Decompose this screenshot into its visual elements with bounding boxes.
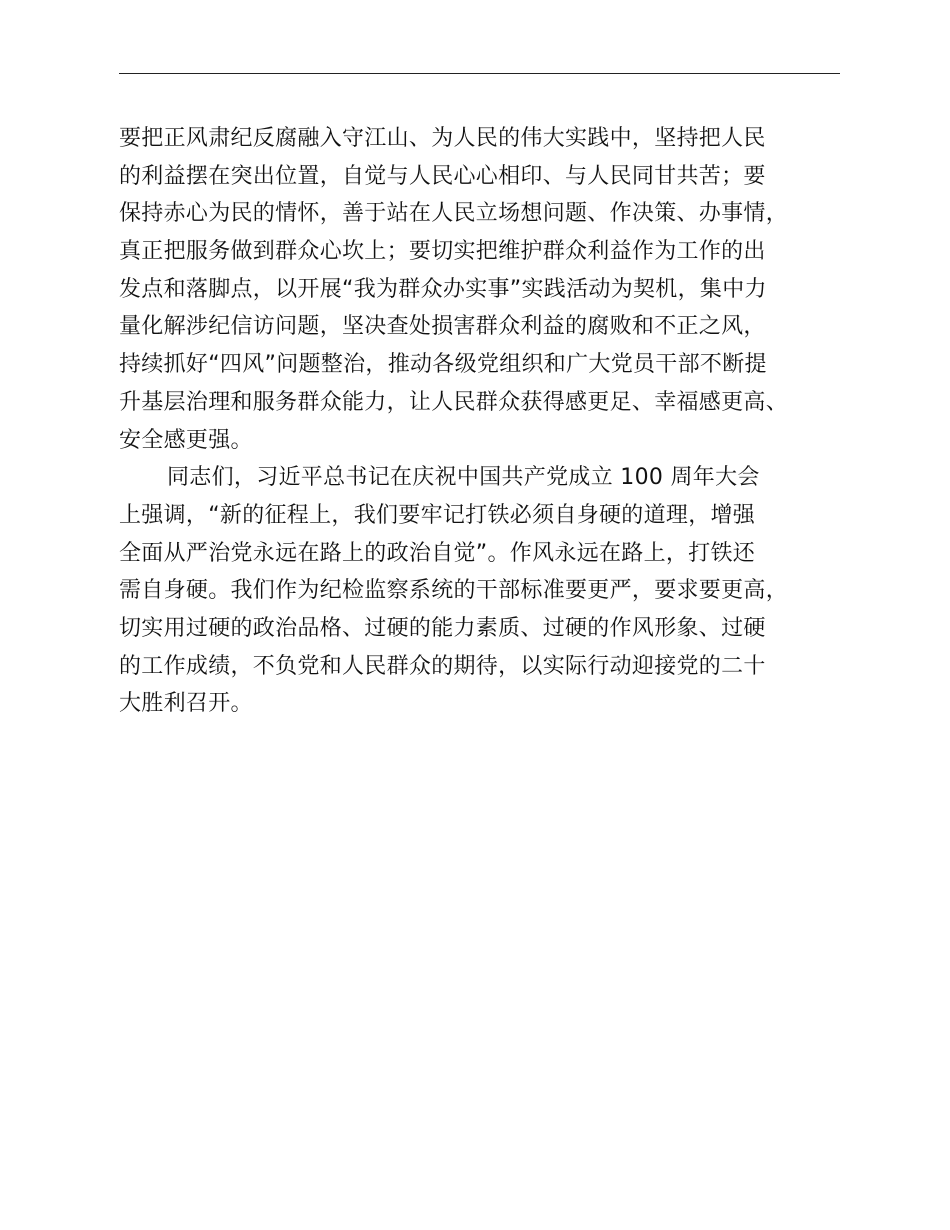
text-line: 大胜利召开。	[119, 691, 253, 717]
text-line: 保持赤心为民的情怀，善于站在人民立场想问题、作决策、办事情，	[119, 201, 789, 227]
text-line: 发点和落脚点，以开展“我为群众办实事”实践活动为契机，集中力	[119, 276, 767, 302]
text-line: 量化解涉纪信访问题，坚决查处损害群众利益的腐败和不正之风，	[119, 314, 766, 340]
text-line: 的工作成绩，不负党和人民群众的期待，以实际行动迎接党的二十	[119, 653, 766, 679]
text-line: 切实用过硬的政治品格、过硬的能力素质、过硬的作风形象、过硬	[119, 615, 766, 641]
text-line: 要把正风肃纪反腐融入守江山、为人民的伟大实践中，坚持把人民	[119, 126, 766, 151]
text-line: 上强调，“新的征程上，我们要牢记打铁必须自身硬的道理，增强	[119, 502, 756, 528]
text-line: 全面从严治党永远在路上的政治自觉”。作风永远在路上，打铁还	[119, 540, 756, 566]
text-line: 安全感更强。	[119, 427, 253, 453]
document-body	[119, 120, 859, 723]
text-line: 的利益摆在突出位置，自觉与人民心心相印、与人民同甘共苦；要	[119, 163, 766, 189]
paragraph-2	[119, 459, 859, 723]
text-line: 同志们，习近平总书记在庆祝中国共产党成立 100 周年大会	[167, 465, 760, 491]
paragraph-1	[119, 120, 859, 459]
text-line: 真正把服务做到群众心坎上；要切实把维护群众利益作为工作的出	[119, 239, 766, 265]
text-line: 持续抓好“四风”问题整治，推动各级党组织和广大党员干部不断提	[119, 352, 767, 378]
header-rule	[119, 73, 840, 74]
text-line: 升基层治理和服务群众能力，让人民群众获得感更足、幸福感更高、	[119, 389, 789, 415]
text-line: 需自身硬。我们作为纪检监察系统的干部标准要更严，要求要更高，	[119, 578, 789, 604]
